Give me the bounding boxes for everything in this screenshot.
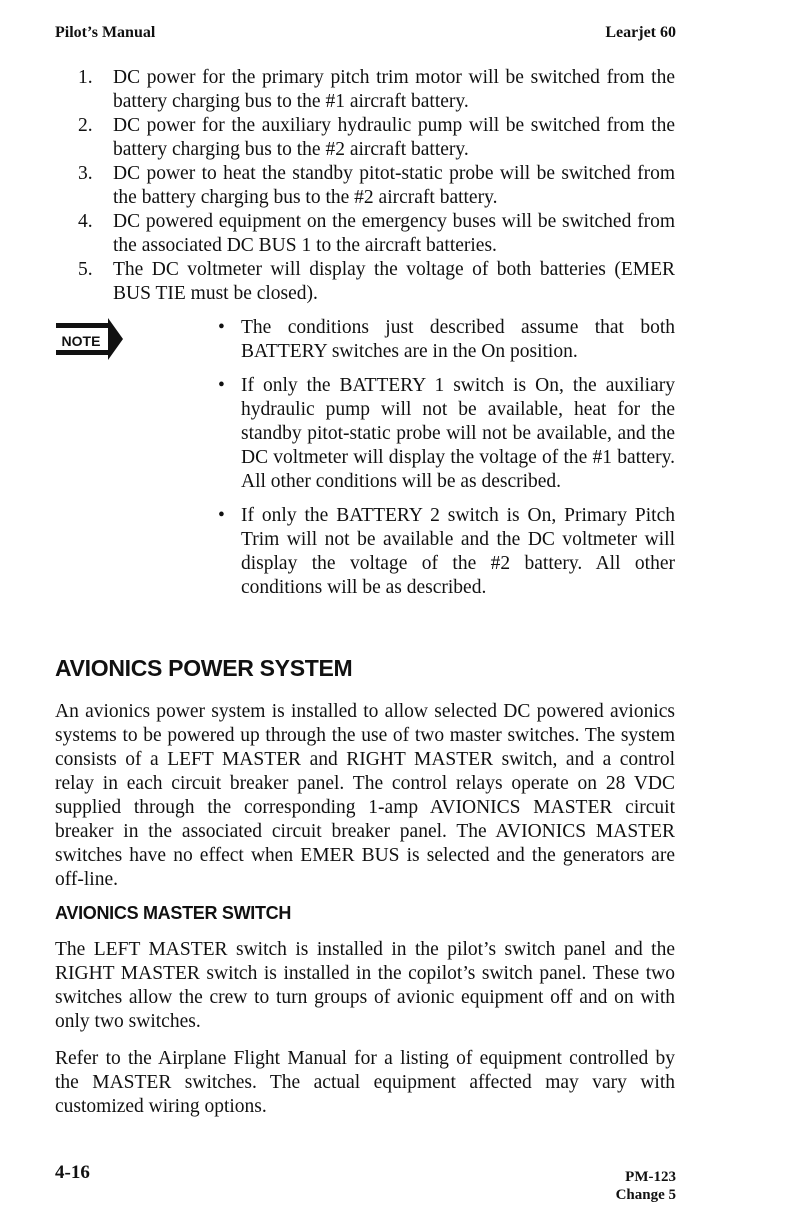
list-number: 5. — [78, 259, 93, 280]
list-text: DC power for the primary pitch trim motor will be switched from the battery charging bus to the #1 aircraft battery. — [113, 67, 675, 112]
subsection-paragraph-2: Refer to the Airplane Flight Manual for a listing of equipment controlled by the MASTER switches. The actual equipment affected may vary with customized wiring options. — [55, 1048, 675, 1117]
running-header-left: Pilot’s Manual — [55, 24, 156, 41]
list-number: 4. — [78, 211, 93, 232]
list-item — [78, 210, 675, 258]
note-icon — [56, 318, 124, 360]
note-icon-top-bar — [56, 323, 108, 328]
bullet-text: If only the BATTERY 2 switch is On, Primary Pitch Trim will not be available and the DC voltmeter will display the voltage of the #2 battery. All other conditions will be as described. — [241, 505, 675, 598]
change-number: Change 5 — [615, 1187, 676, 1203]
numbered-list — [78, 66, 675, 306]
bullet-dot: • — [218, 317, 225, 338]
note-bullet-item — [218, 316, 675, 364]
note-icon-arrow — [108, 318, 123, 360]
list-item — [78, 114, 675, 162]
bullet-dot: • — [218, 375, 225, 396]
footer-doc-info — [616, 1168, 676, 1204]
list-item — [78, 162, 675, 210]
bullet-text: The conditions just described assume that both BATTERY switches are in the On position. — [241, 317, 675, 362]
list-text: DC powered equipment on the emergency buses will be switched from the associated DC BUS 1 to the aircraft batteries. — [113, 211, 675, 256]
list-number: 1. — [78, 67, 93, 88]
doc-number: PM-123 — [625, 1169, 676, 1185]
list-text: The DC voltmeter will display the voltage of both batteries (EMER BUS TIE must be closed). — [113, 259, 675, 304]
bullet-dot: • — [218, 505, 225, 526]
running-header-right: Learjet 60 — [605, 24, 676, 41]
bullet-text: If only the BATTERY 1 switch is On, the auxiliary hydraulic pump will not be available, heat for the standby pitot-static probe will not be available, and the DC voltmeter will display the voltage of the #1 battery. All other conditions will be as described. — [241, 375, 675, 492]
section-paragraph: An avionics power system is installed to allow selected DC powered avionics systems to be powered up through the use of two master switches. The system consists of a LEFT MASTER and RIGHT MASTER switch, and a control relay in each circuit breaker panel. The control relays operate on 28 VDC supplied through the corresponding 1-amp AVIONICS MASTER circuit breaker in the associated circuit breaker panel. The AVIONICS MASTER switches have no effect when EMER BUS is selected and the generators are off-line. — [55, 701, 675, 890]
list-text: DC power to heat the standby pitot-static probe will be switched from the battery charging bus to the #2 aircraft battery. — [113, 163, 675, 208]
list-number: 3. — [78, 163, 93, 184]
note-icon-bottom-bar — [56, 350, 108, 355]
list-number: 2. — [78, 115, 93, 136]
note-bullet-item — [218, 374, 675, 494]
note-bullet-list — [218, 316, 675, 610]
list-item — [78, 66, 675, 114]
section-heading: AVIONICS POWER SYSTEM — [55, 655, 353, 681]
note-bullet-item — [218, 504, 675, 600]
subsection-paragraph-1: The LEFT MASTER switch is installed in the pilot’s switch panel and the RIGHT MASTER switch is installed in the copilot’s switch panel. These two switches allow the crew to turn groups of avionic equipment off and on with only two switches. — [55, 939, 675, 1032]
list-text: DC power for the auxiliary hydraulic pump will be switched from the battery charging bus to the #2 aircraft battery. — [113, 115, 675, 160]
subsection-heading: AVIONICS MASTER SWITCH — [55, 903, 292, 923]
page-number: 4-16 — [55, 1162, 90, 1183]
list-item — [78, 258, 675, 306]
note-label: NOTE — [61, 333, 101, 349]
